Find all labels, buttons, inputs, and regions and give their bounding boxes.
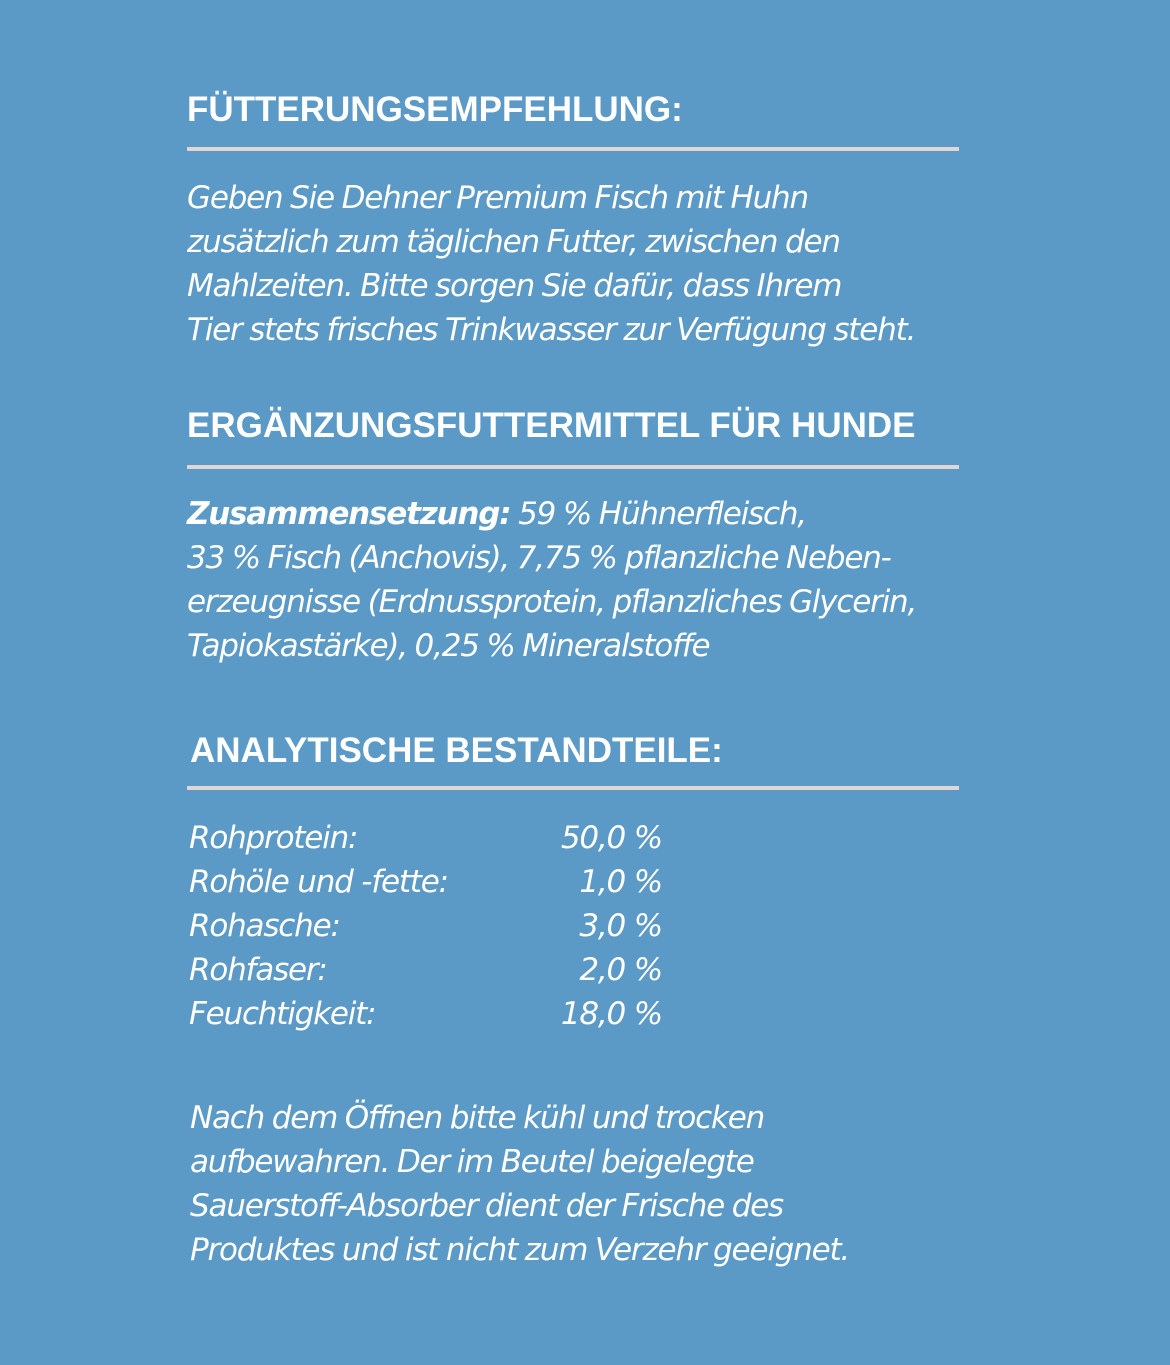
feeding-line: zusätzlich zum täglichen Futter, zwischen den bbox=[187, 224, 840, 260]
storage-text bbox=[190, 1096, 849, 1272]
composition-line: erzeugnisse (Erdnussprotein, pflanzliches Glycerin, bbox=[187, 584, 917, 620]
feeding-line: Mahlzeiten. Bitte sorgen Sie dafür, dass Ihrem bbox=[187, 268, 842, 304]
analysis-label: Rohasche: bbox=[189, 908, 340, 944]
storage-line: aufbewahren. Der im Beutel beigelegte bbox=[190, 1144, 754, 1180]
analysis-value: 2,0 % bbox=[579, 952, 662, 988]
analysis-value: 50,0 % bbox=[560, 820, 662, 856]
storage-line: Nach dem Öffnen bitte kühl und trocken bbox=[190, 1100, 765, 1136]
analysis-label: Rohprotein: bbox=[189, 820, 358, 856]
storage-line: Produktes und ist nicht zum Verzehr geeignet. bbox=[190, 1232, 850, 1268]
composition-line: 33 % Fisch (Anchovis), 7,75 % pflanzliche Neben- bbox=[187, 540, 891, 576]
composition-text bbox=[187, 492, 916, 668]
supplement-divider bbox=[187, 465, 959, 469]
analysis-row bbox=[189, 948, 662, 992]
analysis-label: Rohöle und -fette: bbox=[189, 864, 448, 900]
feeding-heading: FÜTTERUNGSEMPFEHLUNG: bbox=[187, 90, 683, 129]
composition-first-line bbox=[187, 492, 916, 536]
analysis-row bbox=[189, 816, 662, 860]
storage-line: Sauerstoff-Absorber dient der Frische des bbox=[190, 1188, 784, 1224]
feeding-divider bbox=[187, 147, 959, 151]
analysis-table bbox=[189, 816, 669, 1036]
composition-first-value: 59 % Hühnerfleisch, bbox=[510, 496, 806, 532]
feeding-text bbox=[187, 176, 915, 352]
composition-line: Tapiokastärke), 0,25 % Mineralstoffe bbox=[187, 628, 710, 664]
feeding-line: Tier stets frisches Trinkwasser zur Verfügung steht. bbox=[187, 312, 916, 348]
analysis-label: Rohfaser: bbox=[189, 952, 327, 988]
analysis-heading: ANALYTISCHE BESTANDTEILE: bbox=[190, 731, 723, 770]
analysis-value: 1,0 % bbox=[579, 864, 662, 900]
analysis-row bbox=[189, 904, 662, 948]
analysis-value: 18,0 % bbox=[560, 996, 662, 1032]
analysis-value: 3,0 % bbox=[579, 908, 662, 944]
analysis-row bbox=[189, 992, 662, 1036]
analysis-row bbox=[189, 860, 662, 904]
analysis-label: Feuchtigkeit: bbox=[189, 996, 376, 1032]
composition-label: Zusammensetzung: bbox=[187, 496, 511, 532]
feeding-line: Geben Sie Dehner Premium Fisch mit Huhn bbox=[187, 180, 808, 216]
analysis-divider bbox=[187, 786, 959, 790]
supplement-heading: ERGÄNZUNGSFUTTERMITTEL FÜR HUNDE bbox=[187, 406, 916, 445]
